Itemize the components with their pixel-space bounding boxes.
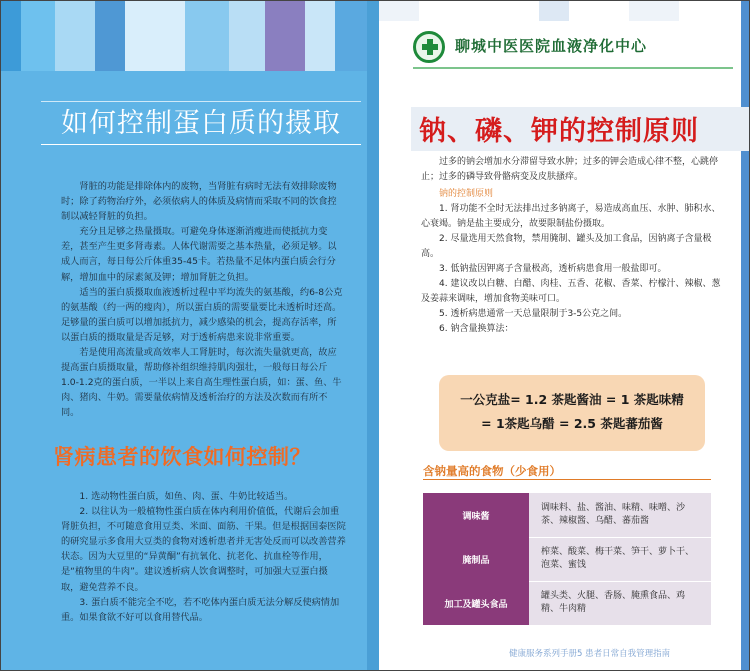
rule-item: 3. 低钠盐因钾离子含量极高，透析病患食用一般盐即可。 [439, 264, 667, 274]
hospital-logo-icon [413, 31, 445, 63]
page-footer: 健康服务系列手册5 患者日常自我管理指南 [509, 649, 671, 659]
left-page [1, 1, 379, 671]
food-items: 罐头类、火腿、香肠、腌熏食品、鸡精、牛肉精 [529, 581, 711, 625]
rule-item: 1. 肾功能不全时无法排出过多钠离子，易造成高血压、水肿、肺积水、心衰竭。钠是盐主要成分，故要限制盐份摄取。 [421, 204, 721, 229]
right-decorative-stripes [379, 1, 750, 21]
conversion-line: = 1茶匙乌醋 = 2.5 茶匙蕃茄酱 [481, 416, 663, 431]
diet-control-heading: 肾病患者的饮食如何控制？ [53, 445, 311, 469]
paragraph: 肾脏的功能是排除体内的废物，当肾脏有病时无法有效排除废物时；除了药物治疗外，必须依病人的体质及病情而采取不同的饮食控制以减轻肾脏的负担。 [61, 181, 337, 223]
heading-underline [423, 479, 711, 480]
right-page-title: 钠、磷、钾的控制原则 [419, 116, 699, 147]
food-items: 榨菜、酸菜、梅干菜、笋干、萝卜干、泡菜、蜜饯 [529, 537, 711, 581]
food-items: 调味料、盐、酱油、味精、味噌、沙茶、辣椒酱、乌醋、蕃茄酱 [529, 493, 711, 537]
protein-intro-text [61, 179, 343, 421]
sodium-heading: 钠的控制原则 [439, 189, 494, 199]
decorative-stripes [1, 1, 379, 71]
list-item: 1. 选动物性蛋白质，如鱼、肉、蛋、牛奶比较适当。 [79, 491, 294, 502]
food-category: 加工及罐头食品 [423, 581, 529, 625]
high-sodium-foods-heading: 含钠量高的食物（少食用） [423, 464, 561, 478]
rule-item: 2. 尽量选用天然食物，禁用腌制、罐头及加工食品，因钠离子含量极高。 [421, 234, 712, 259]
rule-item: 6. 钠含量换算法： [439, 324, 514, 334]
paragraph: 充分且足够之热量摄取。可避免身体逐渐消瘦进而使抵抗力变差，甚至产生更多肾毒素。人体代谢需要之基本热量，必须足够。以成人而言，每日每公斤体重35-45卡。若热量不足体内蛋白质会行分解，增加血中的尿素氮及钾；增加肾脏之负担。 [61, 226, 337, 283]
sodium-rules-text [421, 155, 721, 337]
table-row [423, 537, 711, 581]
rule-item: 4. 建议改以白糖、白醋、肉桂、五香、花椒、香菜、柠檬汁、辣椒、葱及姜蒜来调味，增加食物美味可口。 [421, 279, 721, 304]
intro-paragraph: 过多的钠会增加水分滞留导致水肿；过多的钾会造成心律不整，心跳停止；过多的磷导致骨骼病变及皮肤搔痒。 [421, 157, 719, 182]
list-item: 3. 蛋白质不能完全不吃，若不吃体内蛋白质无法分解反使病情加重。如果食欲不好可以食用替代品。 [61, 596, 340, 623]
rule-item: 5. 透析病患通常一天总量限制于3-5公克之间。 [439, 309, 628, 319]
hospital-name: 聊城中医医院血液净化中心 [455, 37, 648, 55]
conversion-line: 一公克盐= 1.2 茶匙酱油 = 1 茶匙味精 [460, 392, 684, 407]
right-edge-bar [741, 1, 749, 671]
high-sodium-foods-table [423, 493, 711, 626]
page-spine [367, 1, 379, 671]
paragraph: 若是使用高流量或高效率人工肾脏时，每次流失量就更高，故应提高蛋白质摄取量，帮助修补组织维持肌肉强壮，一般每日每公斤1.0-1.2克的蛋白质，一半以上来自高生理性蛋白质，如：蛋、鱼、牛肉、猪肉、牛奶。需要量依病情及透析治疗的方法及次数而有所不同。 [61, 347, 342, 419]
food-category: 调味酱 [423, 493, 529, 537]
food-category: 腌制品 [423, 537, 529, 581]
conversion-box [439, 375, 705, 451]
paragraph: 适当的蛋白质摄取血液透析过程中平均流失的氨基酸，约6-8公克的氨基酸（约一两的瘦肉），所以蛋白质的需要量要比未透析时还高。足够量的蛋白质可以增加抵抗力，减少感染的机会，提高存活率，所以蛋白质的摄取量是否足够，对于透析病患来说非常重要。 [61, 286, 343, 343]
table-row [423, 581, 711, 625]
table-row [423, 493, 711, 537]
diet-control-list [61, 489, 346, 625]
list-item: 2. 以往认为一般植物性蛋白质在体内利用价值低，代谢后会加重肾脏负担，不可随意食用豆类、米面、面筋、干果。但是根据国泰医院的研究显示多食用大豆类的食物对透析患者并无害处反而可以改善营养状态。因为大豆里的“异黄酮”有抗氧化、抗老化、抗血栓等作用，是“植物里的牛肉”。建议透析病人饮食调整时，可加强大豆蛋白摄取，避免营养不良。 [61, 506, 346, 593]
left-page-title: 如何控制蛋白质的摄取 [41, 101, 361, 145]
header-divider [413, 67, 733, 69]
